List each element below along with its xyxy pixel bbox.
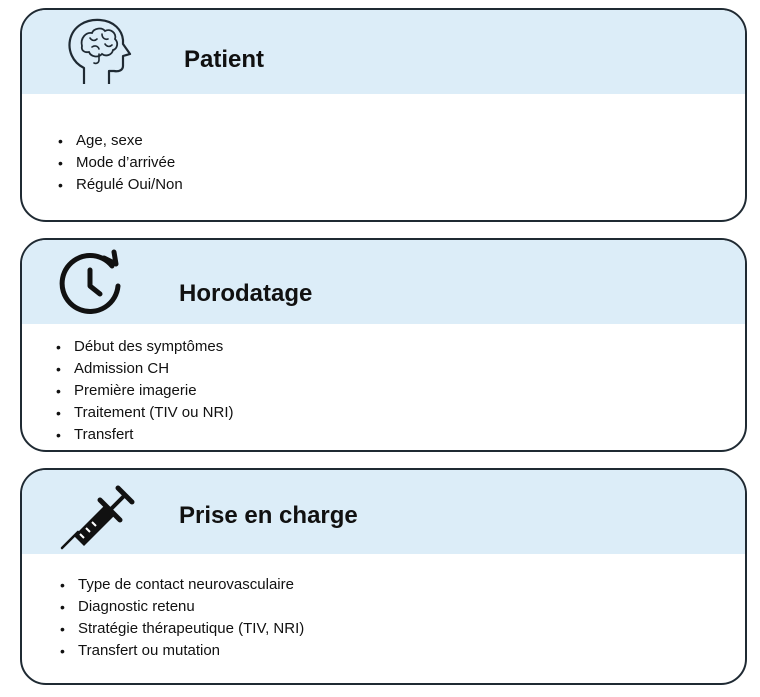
head-brain-icon: [62, 16, 138, 88]
list-item: • Transfert: [54, 424, 233, 446]
card-prise-en-charge: [20, 468, 747, 685]
list-item: • Première imagerie: [54, 380, 233, 402]
item-list: [58, 574, 304, 662]
card-header: [22, 240, 745, 324]
list-item: • Diagnostic retenu: [58, 596, 304, 618]
card-title: Prise en charge: [179, 502, 358, 529]
card-horodatage: [20, 238, 747, 452]
item-list: [54, 336, 233, 446]
list-item: • Mode d’arrivée: [56, 152, 183, 174]
syringe-icon: [58, 476, 138, 552]
item-list: [56, 130, 183, 196]
card-patient: [20, 8, 747, 222]
list-item: • Admission CH: [54, 358, 233, 380]
clock-history-icon: [54, 248, 130, 318]
list-item: • Stratégie thérapeutique (TIV, NRI): [58, 618, 304, 640]
list-item: • Age, sexe: [56, 130, 183, 152]
list-item: • Traitement (TIV ou NRI): [54, 402, 233, 424]
list-item: • Type de contact neurovasculaire: [58, 574, 304, 596]
list-item: • Transfert ou mutation: [58, 640, 304, 662]
list-item: • Début des symptômes: [54, 336, 233, 358]
card-title: Patient: [184, 46, 265, 73]
card-title: Horodatage: [179, 280, 313, 307]
list-item: • Régulé Oui/Non: [56, 174, 183, 196]
